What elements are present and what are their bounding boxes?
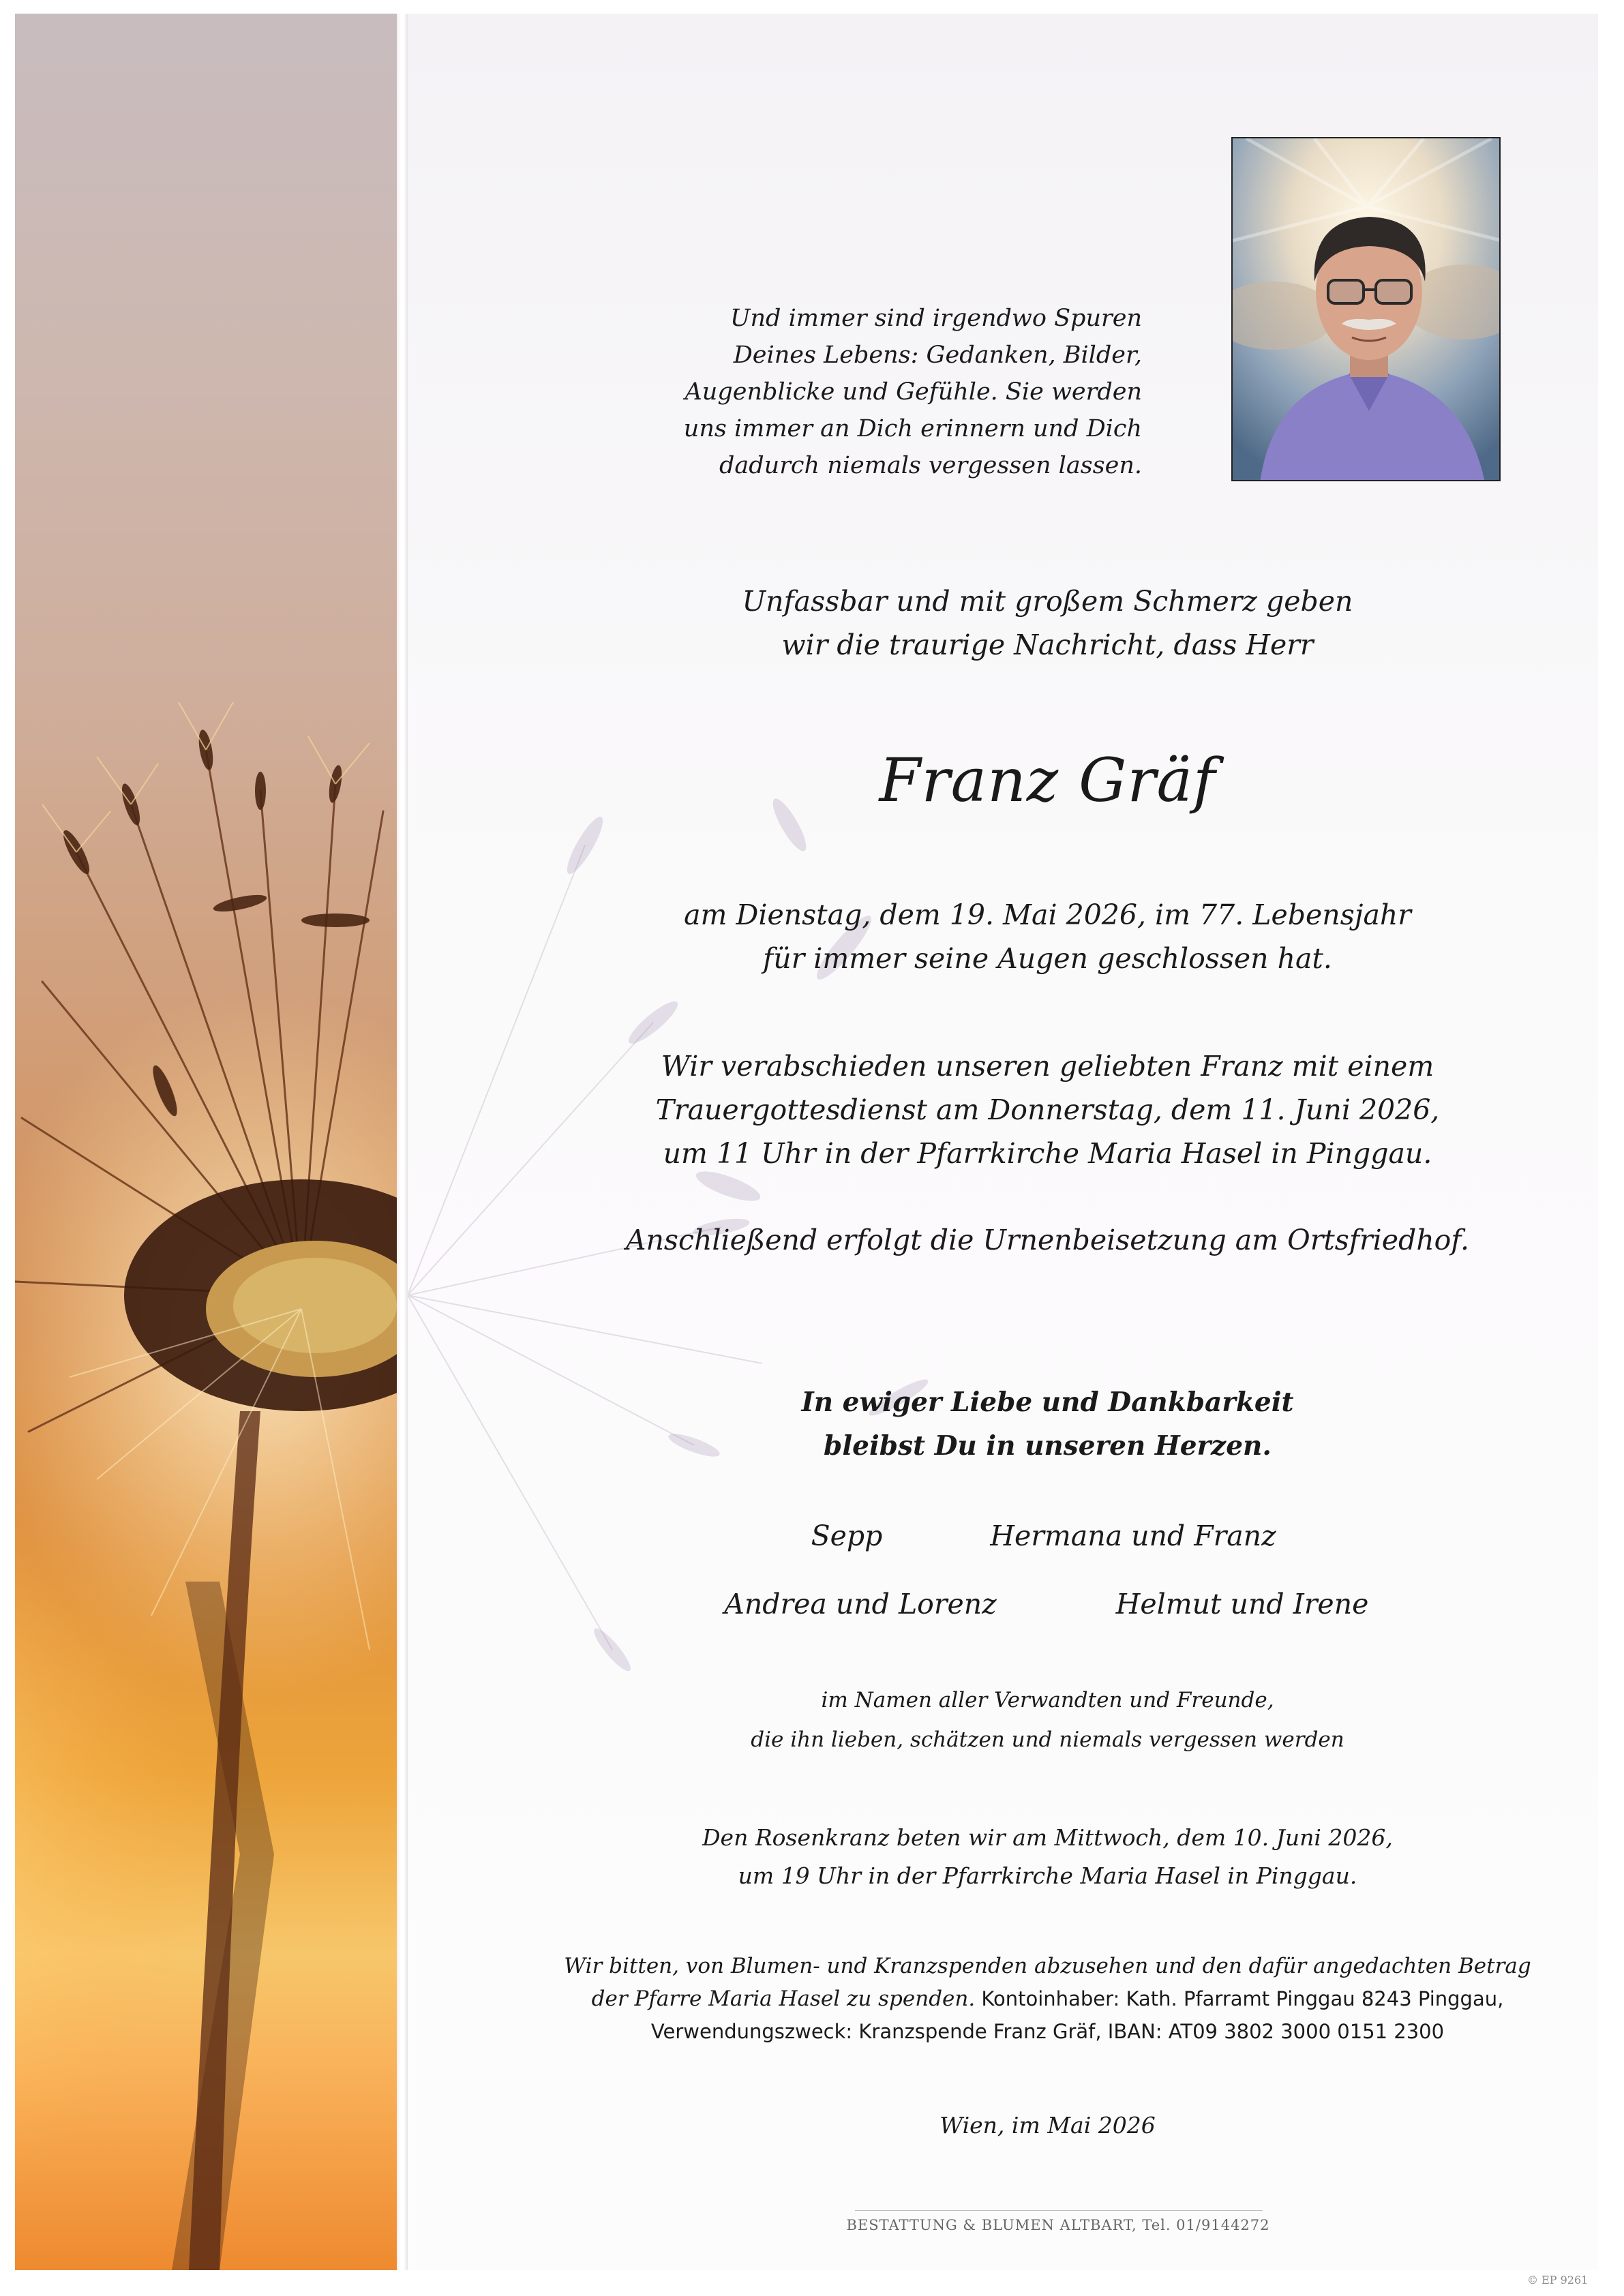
poem-line: Deines Lebens: Gedanken, Bilder,	[733, 342, 1142, 369]
mourner-name: Hermana und Franz	[990, 1520, 1276, 1552]
announcement-line: wir die traurige Nachricht, dass Herr	[781, 629, 1314, 661]
death-notice	[629, 893, 1467, 980]
place-date: Wien, im Mai 2026	[939, 2112, 1156, 2139]
poem-line: Augenblicke und Gefühle. Sie werden	[685, 378, 1142, 406]
funeral-home-footer: BESTATTUNG & BLUMEN ALTBART, Tel. 01/9144272	[846, 2217, 1270, 2233]
vertical-divider	[397, 14, 408, 2270]
portrait-photo	[1231, 137, 1501, 481]
parte-sheet	[15, 14, 1598, 2270]
donation-request	[492, 1950, 1598, 2048]
footer-rule	[855, 2210, 1263, 2211]
donation-line: Wir bitten, von Blumen- und Kranzspenden abzusehen und den dafür angedachten Betrag	[564, 1954, 1531, 1978]
portrait-image	[1233, 138, 1501, 481]
donation-iban-line: Verwendungszweck: Kranzspende Franz Gräf, IBAN: AT09 3802 3000 0151 2300	[650, 2020, 1445, 2043]
death-line: für immer seine Augen geschlossen hat.	[763, 942, 1332, 975]
dedication-line: bleibst Du in unseren Herzen.	[824, 1430, 1272, 1462]
poem-line: uns immer an Dich erinnern und Dich	[683, 415, 1142, 442]
poem-line: dadurch niemals vergessen lassen.	[719, 452, 1142, 479]
relatives-line: im Namen aller Verwandten und Freunde,	[821, 1688, 1274, 1712]
mourner-name: Andrea und Lorenz	[724, 1588, 997, 1620]
service-line: Trauergottesdienst am Donnerstag, dem 11. Juni 2026,	[655, 1093, 1440, 1126]
product-code: © EP 9261	[1527, 2274, 1589, 2286]
dandelion-illustration	[15, 14, 397, 2270]
rosary-line: Den Rosenkranz beten wir am Mittwoch, dem 10. Juni 2026,	[702, 1824, 1393, 1851]
donation-line-script: der Pfarre Maria Hasel zu spenden.	[591, 1987, 976, 2011]
relatives-line: die ihn lieben, schätzen und niemals vergessen werden	[751, 1727, 1344, 1752]
mourner-name: Helmut und Irene	[1115, 1588, 1369, 1620]
service-line: um 11 Uhr in der Pfarrkirche Maria Hasel in Pinggau.	[663, 1137, 1432, 1170]
poem-line: Und immer sind irgendwo Spuren	[730, 305, 1142, 332]
announcement-text	[629, 579, 1467, 667]
rosary-line: um 19 Uhr in der Pfarrkirche Maria Hasel in Pinggau.	[738, 1862, 1357, 1889]
relatives-note	[629, 1680, 1467, 1759]
announcement-line: Unfassbar und mit großem Schmerz geben	[742, 585, 1353, 618]
dandelion-sunset-panel	[15, 14, 397, 2270]
funeral-service-info	[574, 1044, 1521, 1175]
mourner-name: Sepp	[811, 1520, 883, 1552]
donation-account-holder: Kontoinhaber: Kath. Pfarramt Pinggau 8243 Pinggau,	[975, 1987, 1504, 2010]
love-dedication	[629, 1380, 1467, 1468]
dedication-line: In ewiger Liebe und Dankbarkeit	[801, 1387, 1294, 1418]
donation-line	[492, 1982, 1598, 2015]
memorial-poem	[528, 300, 1142, 484]
rosary-info	[574, 1819, 1521, 1895]
service-line: Wir verabschieden unseren geliebten Franz mit einem	[661, 1050, 1434, 1083]
death-line: am Dienstag, dem 19. Mai 2026, im 77. Lebensjahr	[684, 898, 1411, 931]
deceased-name: Franz Gräf	[879, 745, 1216, 815]
burial-info: Anschließend erfolgt die Urnenbeisetzung am Ortsfriedhof.	[625, 1224, 1470, 1256]
